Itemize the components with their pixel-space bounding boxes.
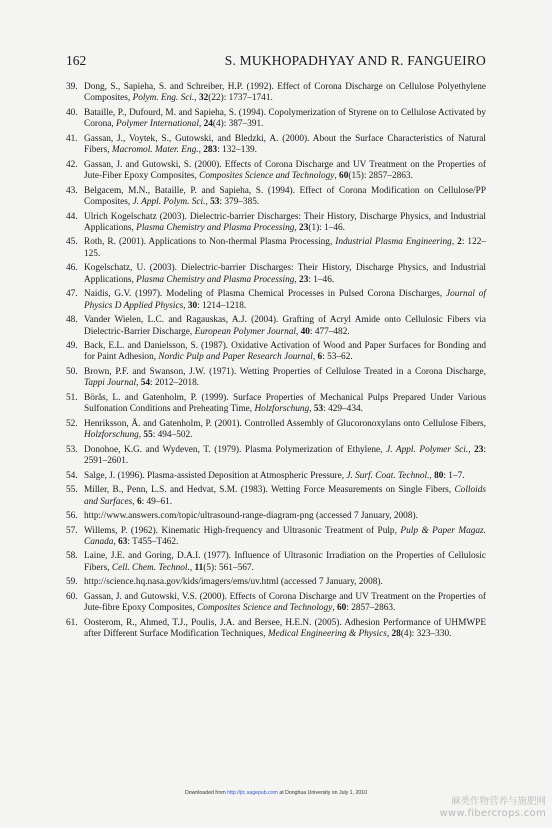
- reference-number: 45.: [66, 237, 78, 248]
- reference-item: [66, 134, 486, 157]
- reference-number: 51.: [66, 392, 78, 403]
- reference-item: [66, 577, 486, 588]
- reference-text: Dong, S., Sapieha, S. and Schreiber, H.P. (1992). Effect of Corona Discharge on Cellulose Polyethylene Composites, Polym. Eng. Sci., 32(22): 1737–1741.: [84, 82, 486, 104]
- reference-number: 39.: [66, 82, 78, 92]
- reference-number: 40.: [66, 107, 78, 118]
- reference-text: Oosterom, R., Ahmed, T.J., Poulis, J.A. and Bersee, H.E.N. (2005). Adhesion Performance of UHMWPE after Different Surface Modification Techniques, Medical Engineering & Physics, 28(4): 323–330.: [84, 617, 486, 640]
- watermark: [440, 796, 547, 820]
- reference-number: 56.: [66, 511, 78, 521]
- watermark-url: www.fibercrops.com: [439, 808, 546, 819]
- reference-item: [66, 618, 486, 641]
- reference-text: Gassan, J., Voytek, S., Gutowski, and Bledzki, A. (2000). About the Surface Characteristics of Natural Fibers, Macromol. Mater. Eng., 283: 132–139.: [84, 133, 486, 156]
- watermark-cn: 麻类作物营养与施肥网: [450, 796, 546, 807]
- reference-item: [66, 485, 486, 508]
- reference-item: [66, 289, 486, 312]
- reference-text: Naidis, G.V. (1997). Modeling of Plasma Chemical Processes in Pulsed Corona Discharges, Journal of Physics D Applied Physics, 30: 1214–1218.: [84, 289, 487, 311]
- reference-number: 57.: [66, 525, 78, 536]
- reference-item: [66, 367, 486, 390]
- footer-link[interactable]: http://jtc.sagepub.com: [227, 790, 278, 796]
- reference-item: [66, 160, 486, 183]
- reference-item: [66, 592, 486, 615]
- reference-text: Kogelschatz, U. (2003). Dielectric-barrier Discharges: Their History, Discharge Physics, and Industrial Applications, Plasma Chemistry and Plasma Processing, 23: 1–46.: [84, 263, 486, 285]
- reference-text: Börås, L. and Gatenholm, P. (1999). Surface Properties of Mechanical Pulps Prepared Under Various Sulfonation Conditions and Preheating Time, Holzforschung, 53: 429–434.: [84, 392, 486, 415]
- reference-item: [66, 212, 486, 235]
- reference-number: 42.: [66, 159, 78, 170]
- reference-item: [66, 526, 486, 549]
- reference-item: [66, 419, 486, 442]
- reference-text: Back, E.L. and Danielsson, S. (1987). Oxidative Activation of Wood and Paper Surfaces for Bonding and for Paint Adhesion, Nordic Pulp and Paper Research Journal, 6: 53–62.: [84, 341, 486, 363]
- reference-text: Bataille, P., Dufourd, M. and Sapieha, S. (1994). Copolymerization of Styrene on to Cellulose Activated by Corona, Polymer International, 24(4): 387–391.: [84, 107, 486, 130]
- reference-number: 43.: [66, 185, 78, 196]
- reference-number: 47.: [66, 289, 78, 300]
- reference-number: 52.: [66, 418, 78, 429]
- reference-text: Gassan, J. and Gutowski, V.S. (2000). Effects of Corona Discharge and UV Treatment on the Properties of Jute-fibre Epoxy Composites, Composites Science and Technology, 60: 2857–2863.: [84, 591, 486, 614]
- reference-item: [66, 82, 486, 105]
- reference-text: Donohoe, K.G. and Wydeven, T. (1979). Plasma Polymerization of Ethylene, J. Appl. Polymer Sci., 23: 2591–2601.: [84, 444, 486, 467]
- reference-text: Laine, J.E. and Goring, D.A.I. (1977). Influence of Ultrasonic Irradiation on the Properties of Cellulosic Fibers, Cell. Chem. Technol., 11(5): 561–567.: [84, 551, 486, 573]
- reference-item: [66, 237, 486, 260]
- reference-text: Brown, P.F. and Swanson, J.W. (1971). Wetting Properties of Cellulose Treated in a Corona Discharge, Tappi Journal, 54: 2012–2018.: [84, 366, 486, 389]
- reference-text: http://www.answers.com/topic/ultrasound-range-diagram-png (accessed 7 January, 2008).: [84, 511, 418, 521]
- reference-text: Roth, R. (2001). Applications to Non-thermal Plasma Processing, Industrial Plasma Engineering, 2: 122–125.: [84, 237, 487, 259]
- running-header: [66, 53, 486, 71]
- reference-item: [66, 341, 486, 364]
- reference-number: 61.: [66, 617, 78, 628]
- reference-number: 58.: [66, 551, 78, 562]
- reference-number: 50.: [66, 366, 78, 377]
- reference-text: Miller, B., Penn, L.S. and Hedvat, S.M. (1983). Wetting Force Measurements on Single Fibers, Colloids and Surfaces, 6: 49–61.: [84, 485, 486, 507]
- reference-text: Henriksson, Å. and Gatenholm, P. (2001). Controlled Assembly of Glucoronoxylans onto Cellulose Fibers, Holzforschung, 55: 494–502.: [84, 418, 486, 441]
- reference-text: Salge, J. (1996). Plasma-assisted Deposition at Atmospheric Pressure, J. Surf. Coat. Technol., 80: 1–7.: [84, 470, 465, 481]
- page-number: 162: [66, 53, 87, 68]
- reference-number: 53.: [66, 444, 78, 455]
- reference-number: 48.: [66, 315, 78, 326]
- reference-number: 46.: [66, 263, 78, 274]
- reference-text: http://science.hq.nasa.gov/kids/imagers/ems/uv.html (accessed 7 January, 2008).: [84, 577, 383, 588]
- reference-number: 41.: [66, 133, 78, 144]
- reference-number: 55.: [66, 485, 78, 496]
- reference-text: Gassan, J. and Gutowski, S. (2000). Effects of Corona Discharge and UV Treatment on the Properties of Jute-Fiber Epoxy Composites, Composites Science and Technology, 60(15): 2857–2863.: [84, 159, 486, 182]
- reference-item: [66, 186, 486, 209]
- reference-number: 59.: [66, 577, 78, 588]
- reference-item: [66, 445, 486, 468]
- reference-text: Willems, P. (1962). Kinematic High-frequency and Ultrasonic Treatment of Pulp, Pulp & Paper Magaz. Canada, 63: T455–T462.: [84, 525, 486, 547]
- reference-text: Ulrich Kogelschatz (2003). Dielectric-barrier Discharges: Their History, Discharge Physics, and Industrial Applications, Plasma Chemistry and Plasma Processing, 23(1): 1–46.: [84, 211, 486, 233]
- reference-item: [66, 263, 486, 286]
- reference-item: [66, 471, 486, 482]
- reference-item: [66, 511, 486, 522]
- running-authors: S. MUKHOPADHYAY AND R. FANGUEIRO: [224, 53, 486, 68]
- reference-number: 49.: [66, 341, 78, 352]
- reference-item: [66, 315, 486, 338]
- reference-number: 54.: [66, 470, 78, 481]
- reference-item: [66, 108, 486, 131]
- reference-number: 60.: [66, 591, 78, 602]
- reference-text: Belgacem, M.N., Bataille, P. and Sapieha, S. (1994). Effect of Corona Modification on Cellulose/PP Composites, J. Appl. Polym. Sci., 53: 379–385.: [84, 185, 486, 208]
- reference-item: [66, 551, 486, 574]
- reference-item: [66, 393, 486, 416]
- reference-text: Vander Wielen, L.C. and Ragauskas, A.J. (2004). Grafting of Acryl Amide onto Cellulosic Fibers via Dielectric-Barrier Discharge, European Polymer Journal, 40: 477–482.: [84, 315, 486, 337]
- reference-list: [66, 82, 486, 644]
- footer-suffix: at Donghua University on July 1, 2010: [277, 790, 367, 796]
- reference-number: 44.: [66, 211, 78, 222]
- footer-prefix: Downloaded from: [185, 790, 228, 796]
